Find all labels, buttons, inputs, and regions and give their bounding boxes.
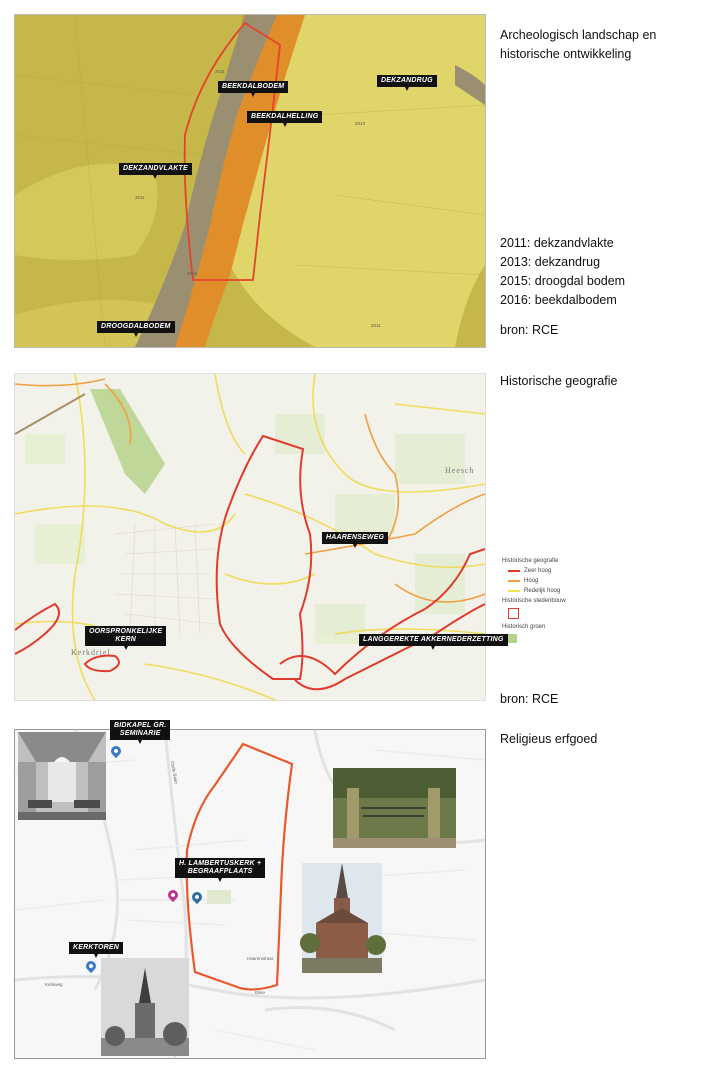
label-bidkapel-line2: SEMINARIE bbox=[119, 730, 161, 737]
map-code: 2011 bbox=[371, 323, 381, 328]
label-lambertuskerk-line1: H. LAMBERTUSKERK + bbox=[179, 860, 262, 867]
street-name: Oude Baan bbox=[169, 760, 179, 785]
legend-groen-label: Historisch groen bbox=[502, 624, 546, 630]
label-bidkapel bbox=[110, 720, 170, 740]
street-name: Kerkweg bbox=[45, 982, 63, 987]
section3-title: Religieus erfgoed bbox=[500, 732, 598, 746]
legend-stedenbouw-swatch bbox=[508, 608, 519, 619]
section1-codes bbox=[500, 234, 625, 310]
code-item: 2011: dekzandvlakte bbox=[500, 236, 614, 250]
map-code: 2016 bbox=[187, 271, 198, 276]
label-beekdalhelling: BEEKDALHELLING bbox=[247, 111, 322, 123]
legend-item-zeer-hoog bbox=[502, 566, 566, 576]
place-name-heesch: Heesch bbox=[445, 466, 475, 475]
archeological-map-canvas bbox=[15, 15, 485, 347]
map-code: 2011 bbox=[215, 69, 225, 74]
street-name: Haarenstraat bbox=[247, 956, 274, 961]
historical-geography-legend bbox=[502, 556, 566, 646]
archeological-landscape-map[interactable] bbox=[14, 14, 486, 348]
photo-tower-drawing bbox=[101, 958, 189, 1056]
photo-bidkapel-interior bbox=[18, 732, 106, 820]
religious-heritage-map[interactable] bbox=[14, 722, 486, 1059]
legend-stedenbouw-label: Historische stedenbouw bbox=[502, 598, 566, 604]
label-kerktoren: KERKTOREN bbox=[69, 942, 123, 954]
photo-gate-drawing bbox=[333, 768, 456, 848]
legend-item-hoog bbox=[502, 576, 566, 586]
photo-lambertuskerk bbox=[302, 863, 382, 973]
legend-label: Zeer hoog bbox=[524, 568, 552, 574]
section1-source: bron: RCE bbox=[500, 323, 559, 337]
legend-swatch bbox=[508, 580, 520, 582]
historical-geography-map[interactable] bbox=[14, 373, 504, 701]
photo-kerktoren bbox=[101, 958, 189, 1056]
legend-swatch bbox=[508, 590, 520, 592]
code-item: 2013: dekzandrug bbox=[500, 255, 601, 269]
legend-label: Hoog bbox=[524, 578, 539, 584]
label-droogdalbodem: DROOGDALBODEM bbox=[97, 321, 175, 333]
legend-groen-swatch bbox=[508, 634, 517, 643]
label-lambertuskerk bbox=[175, 858, 265, 878]
label-dekzandrug: DEKZANDRUG bbox=[377, 75, 437, 87]
photo-cemetery-gate bbox=[333, 768, 456, 848]
legend-swatch bbox=[508, 570, 520, 572]
street-name: Ekke bbox=[255, 990, 266, 995]
section2-source: bron: RCE bbox=[500, 692, 559, 706]
label-dekzandvlakte: DEKZANDVLAKTE bbox=[119, 163, 192, 175]
photo-church-drawing bbox=[302, 863, 382, 973]
code-item: 2015: droogdal bodem bbox=[500, 274, 626, 288]
legend-item-redelijk-hoog bbox=[502, 586, 566, 596]
photo-bidkapel-drawing bbox=[18, 732, 106, 820]
label-haarenseweg: HAARENSEWEG bbox=[322, 532, 388, 544]
label-oorspronkelijke-kern bbox=[85, 626, 166, 646]
label-langgerekte-akkernederzetting: LANGGEREKTE AKKERNEDERZETTING bbox=[359, 634, 508, 646]
section1-title-line1: Archeologisch landschap en bbox=[500, 28, 657, 42]
map-code: 2013 bbox=[355, 121, 366, 126]
section1-title-line2: historische ontwikkeling bbox=[500, 47, 632, 61]
label-oorspronkelijke-kern-line2: KERN bbox=[115, 636, 137, 643]
label-lambertuskerk-line2: BEGRAAFPLAATS bbox=[187, 868, 253, 875]
legend-title: Historische geografie bbox=[502, 558, 559, 564]
code-item: 2016: beekdalbodem bbox=[500, 293, 617, 307]
label-bidkapel-line1: BIDKAPEL GR. bbox=[114, 722, 167, 729]
label-oorspronkelijke-kern-line1: OORSPRONKELIJKE bbox=[89, 628, 163, 635]
section2-title: Historische geografie bbox=[500, 374, 618, 388]
section1-title bbox=[500, 26, 656, 64]
legend-label: Redelijk hoog bbox=[524, 588, 561, 594]
label-beekdalbodem: BEEKDALBODEM bbox=[218, 81, 288, 93]
place-name-kerkdriel: Kerkdriel bbox=[71, 648, 111, 657]
map-code: 2011 bbox=[135, 195, 145, 200]
